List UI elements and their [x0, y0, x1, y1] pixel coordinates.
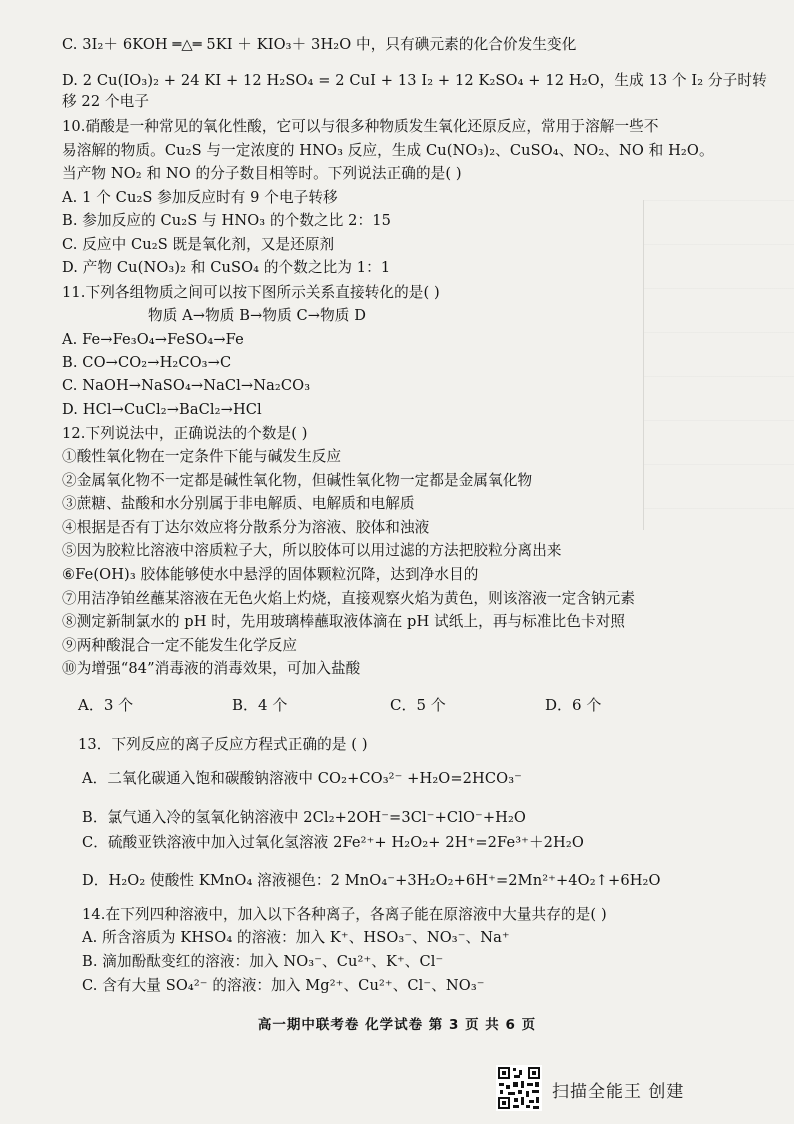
bleed-through-table [643, 200, 794, 530]
page-footer: 高一期中联考卷 化学试卷 第 3 页 共 6 页 [257, 1017, 537, 1033]
q13-option-b: B．氯气通入冷的氢氧化钠溶液中 2Cl₂+2OH⁻=3Cl⁻+ClO⁻+H₂O [82, 809, 527, 826]
q12-statement-4: ④根据是否有丁达尔效应将分散系分为溶液、胶体和浊液 [62, 519, 430, 536]
q11-option-a: A. Fe→Fe₃O₄→FeSO₄→Fe [62, 331, 244, 348]
q12-choice-d: D．6 个 [545, 696, 602, 714]
q10-option-a: A. 1 个 Cu₂S 参加反应时有 9 个电子转移 [62, 189, 338, 206]
q10-option-d: D. 产物 Cu(NO₃)₂ 和 CuSO₄ 的个数之比为 1：1 [62, 259, 391, 276]
scanner-watermark: 扫描全能王 创建 [552, 1082, 685, 1102]
q13-option-a: A．二氧化碳通入饱和碳酸钠溶液中 CO₂+CO₃²⁻ +H₂O=2HCO₃⁻ [82, 770, 522, 787]
q11-stem: 11.下列各组物质之间可以按下图所示关系直接转化的是( ) [62, 284, 440, 301]
q12-choice-a: A．3 个 [78, 696, 134, 714]
q9-option-d-cont: 移 22 个电子 [62, 93, 150, 110]
q12-statement-9: ⑨两种酸混合一定不能发生化学反应 [62, 637, 298, 654]
q12-statement-8: ⑧测定新制氯水的 pH 时，先用玻璃棒蘸取液体滴在 pH 试纸上，再与标准比色卡对照 [62, 613, 626, 630]
q10-option-c: C. 反应中 Cu₂S 既是氧化剂，又是还原剂 [62, 236, 335, 253]
q9-option-d: D. 2 Cu(IO₃)₂ + 24 KI + 12 H₂SO₄ = 2 CuI + 13 I₂ + 12 K₂SO₄ + 12 H₂O，生成 13 个 I₂ 分子时转 [62, 72, 767, 89]
q11-relation: 物质 A→物质 B→物质 C→物质 D [148, 307, 367, 324]
q12-stem: 12.下列说法中，正确说法的个数是( ) [62, 425, 308, 442]
q12-statement-7: ⑦用洁净铂丝蘸某溶液在无色火焰上灼烧，直接观察火焰为黄色，则该溶液一定含钠元素 [62, 590, 636, 607]
q11-option-c: C. NaOH→NaSO₄→NaCl→Na₂CO₃ [62, 377, 311, 394]
q10-option-b: B. 参加反应的 Cu₂S 与 HNO₃ 的个数之比 2：15 [62, 212, 392, 229]
q11-option-b: B. CO→CO₂→H₂CO₃→C [62, 354, 232, 371]
q12-statement-1: ①酸性氧化物在一定条件下能与碱发生反应 [62, 448, 342, 465]
q12-statement-5: ⑤因为胶粒比溶液中溶质粒子大，所以胶体可以用过滤的方法把胶粒分离出来 [62, 542, 562, 559]
q10-stem-2: 易溶解的物质。Cu₂S 与一定浓度的 HNO₃ 反应，生成 Cu(NO₃)₂、CuSO₄、NO₂、NO 和 H₂O。 [62, 142, 714, 159]
q10-stem-3: 当产物 NO₂ 和 NO 的分子数目相等时。下列说法正确的是( ) [62, 165, 462, 182]
q12-statement-6: ⑥Fe(OH)₃ 胶体能够使水中悬浮的固体颗粒沉降，达到净水目的 [62, 566, 479, 583]
q12-statement-2: ②金属氧化物不一定都是碱性氧化物，但碱性氧化物一定都是金属氧化物 [62, 472, 533, 489]
q12-statement-10: ⑩为增强“84”消毒液的消毒效果，可加入盐酸 [62, 660, 361, 677]
q10-stem-1: 10.硝酸是一种常见的氧化性酸，它可以与很多种物质发生氧化还原反应，常用于溶解一些不 [62, 118, 659, 135]
q12-choice-b: B．4 个 [232, 696, 288, 714]
q12-statement-3: ③蔗糖、盐酸和水分别属于非电解质、电解质和电解质 [62, 495, 415, 512]
q13-option-c: C．硫酸亚铁溶液中加入过氧化氢溶液 2Fe²⁺+ H₂O₂+ 2H⁺=2Fe³⁺＋2H₂O [82, 834, 584, 851]
q13-option-d: D．H₂O₂ 使酸性 KMnO₄ 溶液褪色：2 MnO₄⁻+3H₂O₂+6H⁺=2Mn²⁺+4O₂↑+6H₂O [82, 872, 661, 889]
qr-code-icon [496, 1065, 542, 1111]
q11-option-d: D. HCl→CuCl₂→BaCl₂→HCl [62, 401, 262, 418]
q14-stem: 14.在下列四种溶液中，加入以下各种离子，各离子能在原溶液中大量共存的是( ) [82, 906, 607, 923]
q13-stem: 13．下列反应的离子反应方程式正确的是 ( ) [78, 736, 368, 753]
q9-option-c: C. 3I₂＋ 6KOH ═△═ 5KI ＋ KIO₃＋ 3H₂O 中，只有碘元素的化合价发生变化 [62, 36, 577, 53]
q14-option-b: B. 滴加酚酞变红的溶液：加入 NO₃⁻、Cu²⁺、K⁺、Cl⁻ [82, 953, 444, 970]
q14-option-c: C. 含有大量 SO₄²⁻ 的溶液：加入 Mg²⁺、Cu²⁺、Cl⁻、NO₃⁻ [82, 977, 485, 994]
q12-choice-c: C．5 个 [390, 696, 446, 714]
q14-option-a: A. 所含溶质为 KHSO₄ 的溶液：加入 K⁺、HSO₃⁻、NO₃⁻、Na⁺ [82, 929, 510, 946]
